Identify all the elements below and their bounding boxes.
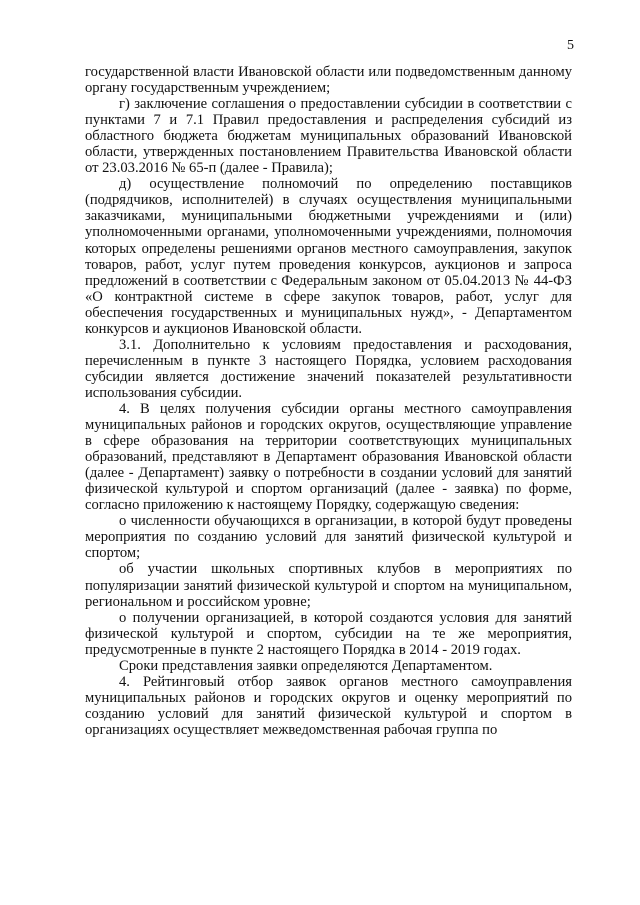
paragraph-info-clubs: об участии школьных спортивных клубов в мероприятиях по популяризации занятий физической культурой и спортом на муниципальном, региональном и российском уровне; [85,561,572,610]
paragraph-4: 4. В целях получения субсидии органы местного самоуправления муниципальных районов и городских округов, осуществляющие управление в сфере образования на территории соответствующих муниципальных образований, представляют в Департамент образования Ивановской области (далее - Департамент) заявку о потребности в создании условий для занятий физической культурой и спортом организаций (далее - заявка) по форме, согласно приложению к настоящему Порядку, содержащую сведения: [85,400,572,514]
paragraph-3-1: 3.1. Дополнительно к условиям предоставления и расходования, перечисленным в пункте 3 настоящего Порядка, условием расходования субсидии является достижение значений показателей результативности использования субсидии. [85,336,572,401]
paragraph-continuation: государственной власти Ивановской области или подведомственным данному органу государственным учреждением; [85,64,572,97]
paragraph-item-d: д) осуществление полномочий по определению поставщиков (подрядчиков, исполнителей) в случаях осуществления муниципальными заказчиками, муниципальными бюджетными учреждениями и (или) уполномоченными органами, уполномоченными учреждениями, полномочия которых определены решениями органов местного самоуправления, закупок товаров, работ, услуг путем проведения конкурсов, аукционов и запроса предложений в соответствии с Федеральным законом от 05.04.2013 № 44-ФЗ «О контрактной системе в сфере закупок товаров, работ, услуг для обеспечения государственных и муниципальных нужд», - Департаментом конкурсов и аукционов Ивановской области. [85,176,572,337]
paragraph-4-rating: 4. Рейтинговый отбор заявок органов местного самоуправления муниципальных районов и городских округов и оценку мероприятий по созданию условий для занятий физической культурой и спортом в организациях осуществляет межведомственная рабочая группа по [85,673,572,738]
paragraph-deadlines: Сроки представления заявки определяются Департаментом. [119,657,493,674]
page-number: 5 [567,38,574,53]
paragraph-info-students: о численности обучающихся в организации, в которой будут проведены мероприятия по созданию условий для занятий физической культурой и спортом; [85,513,572,562]
paragraph-info-subsidy: о получении организацией, в которой создаются условия для занятий физической культурой и спортом, субсидии на те же мероприятия, предусмотренные в пункте 2 настоящего Порядка в 2014 - 2019 годах. [85,609,572,658]
document-body [85,64,572,738]
paragraph-item-g: г) заключение соглашения о предоставлении субсидии в соответствии с пунктами 7 и 7.1 Правил предоставления и распределения субсидий из областного бюджета бюджетам муниципальных образований Ивановской области, утвержденных постановлением Правительства Ивановской области от 23.03.2016 № 65-п (далее - Правила); [85,96,572,177]
